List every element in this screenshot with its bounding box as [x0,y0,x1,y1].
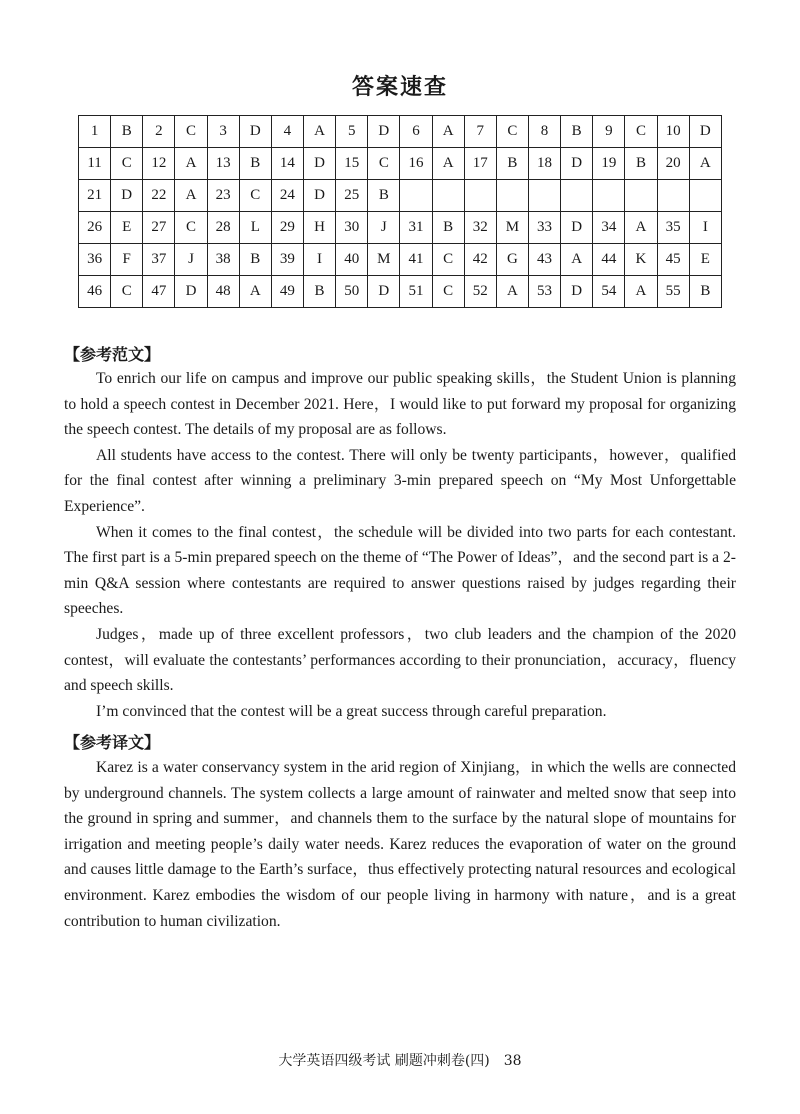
answer-letter: A [175,180,207,212]
question-number: 52 [464,276,496,308]
answer-letter: B [239,148,271,180]
question-number: 32 [464,212,496,244]
answer-letter: D [175,276,207,308]
answer-letter: D [561,212,593,244]
question-number: 18 [528,148,560,180]
answer-letter: H [303,212,335,244]
answer-letter [625,180,657,212]
answer-letter: B [368,180,400,212]
question-number [528,180,560,212]
question-number: 11 [79,148,111,180]
translation-body [64,755,736,934]
answer-letter: D [368,116,400,148]
answer-letter: G [496,244,528,276]
question-number: 28 [207,212,239,244]
answer-letter: D [561,148,593,180]
answer-letter: C [239,180,271,212]
question-number: 50 [336,276,368,308]
answer-letter: C [432,244,464,276]
answer-row [79,148,722,180]
answer-letter: B [625,148,657,180]
question-number: 33 [528,212,560,244]
answer-letter: B [111,116,143,148]
answer-row [79,212,722,244]
question-number: 47 [143,276,175,308]
essay-body [64,366,736,724]
question-number: 13 [207,148,239,180]
answer-key-table [78,115,722,308]
question-number: 17 [464,148,496,180]
question-number: 40 [336,244,368,276]
answer-letter: A [496,276,528,308]
answer-letter: C [175,212,207,244]
answer-letter: J [368,212,400,244]
question-number: 48 [207,276,239,308]
question-number: 55 [657,276,689,308]
answer-letter: A [239,276,271,308]
answer-letter: B [496,148,528,180]
question-number: 6 [400,116,432,148]
question-number: 8 [528,116,560,148]
question-number: 37 [143,244,175,276]
answer-letter: B [432,212,464,244]
question-number: 14 [271,148,303,180]
question-number: 25 [336,180,368,212]
answer-letter: A [432,116,464,148]
question-number: 43 [528,244,560,276]
question-number: 46 [79,276,111,308]
answer-letter: C [368,148,400,180]
answer-letter: B [303,276,335,308]
answer-letter: A [303,116,335,148]
answer-letter: B [561,116,593,148]
question-number: 9 [593,116,625,148]
question-number: 24 [271,180,303,212]
answer-letter: B [239,244,271,276]
question-number: 27 [143,212,175,244]
question-number: 35 [657,212,689,244]
answer-letter: F [111,244,143,276]
question-number: 49 [271,276,303,308]
question-number [464,180,496,212]
answer-letter: D [368,276,400,308]
footer-page-number: 38 [503,1053,522,1069]
answer-letter: D [111,180,143,212]
question-number [593,180,625,212]
answer-letter: B [689,276,721,308]
answer-letter [496,180,528,212]
answer-letter: J [175,244,207,276]
question-number: 38 [207,244,239,276]
question-number: 12 [143,148,175,180]
question-number: 1 [79,116,111,148]
question-number: 44 [593,244,625,276]
question-number: 51 [400,276,432,308]
answer-letter: K [625,244,657,276]
answer-letter: C [175,116,207,148]
answer-letter: C [625,116,657,148]
answer-letter: D [561,276,593,308]
question-number: 4 [271,116,303,148]
page-title: 答案速查 [351,75,448,100]
question-number: 20 [657,148,689,180]
question-number: 53 [528,276,560,308]
page-footer [0,1050,800,1070]
answer-row [79,180,722,212]
question-number: 36 [79,244,111,276]
question-number: 16 [400,148,432,180]
answer-row [79,244,722,276]
essay-paragraph: To enrich our life on campus and improve our public speaking skills，the Student Union is planning to hold a speech contest in December 2021. Here，I would like to put forward my proposal for organizing the speech contest. The details of my proposal are as follows. [64,370,736,439]
question-number [657,180,689,212]
question-number: 7 [464,116,496,148]
answer-letter [561,180,593,212]
answer-letter: M [368,244,400,276]
answer-letter: C [111,148,143,180]
answer-letter: I [303,244,335,276]
answer-letter: A [175,148,207,180]
answer-letter: L [239,212,271,244]
question-number: 23 [207,180,239,212]
essay-paragraph: Judges，made up of three excellent professors，two club leaders and the champion of the 2020 contest，will evaluate the contestants’ performances according to their pronunciation，accuracy，fluency and speech skills. [64,625,736,695]
question-number: 41 [400,244,432,276]
answer-letter: A [561,244,593,276]
answer-row [79,116,722,148]
question-number: 39 [271,244,303,276]
question-number: 30 [336,212,368,244]
answer-letter: A [625,212,657,244]
answer-letter: A [432,148,464,180]
question-number: 45 [657,244,689,276]
answer-letter: C [111,276,143,308]
answer-row [79,276,722,308]
answer-letter: D [689,116,721,148]
translation-paragraph: Karez is a water conservancy system in the arid region of Xinjiang，in which the wells are connected by underground channels. The system collects a large amount of rainwater and melted snow that seep into the ground in spring and summer，and channels them to the surface by the natural slope of mountains for irrigation and meeting people’s daily water needs. Karez reduces the evaporation of water on the ground and causes little damage to the Earth’s surface，thus effectively protecting natural resources and ecological environment. Karez embodies the wisdom of our people living in harmony with nature，and is a great contribution to human civilization. [64,759,736,930]
question-number [400,180,432,212]
question-number: 5 [336,116,368,148]
answer-letter: C [496,116,528,148]
question-number: 2 [143,116,175,148]
question-number: 26 [79,212,111,244]
question-number: 3 [207,116,239,148]
answer-letter: E [689,244,721,276]
question-number: 10 [657,116,689,148]
answer-letter: D [303,180,335,212]
answer-letter: M [496,212,528,244]
essay-heading: 【参考范文】 [64,345,161,364]
answer-letter: D [303,148,335,180]
question-number: 42 [464,244,496,276]
footer-book-title: 大学英语四级考试 刷题冲刺卷(四) [278,1053,490,1069]
answer-letter: D [239,116,271,148]
answer-letter: C [432,276,464,308]
answer-letter [689,180,721,212]
answer-letter: E [111,212,143,244]
question-number: 34 [593,212,625,244]
answer-letter: A [689,148,721,180]
question-number: 29 [271,212,303,244]
essay-paragraph: When it comes to the final contest，the schedule will be divided into two parts for each contestant. The first part is a 5-min prepared speech on the theme of “The Power of Ideas”，and the second part is a 2-min Q&A session where contestants are required to answer questions raised by judges regarding their speeches. [64,523,736,618]
question-number: 19 [593,148,625,180]
question-number: 21 [79,180,111,212]
question-number: 22 [143,180,175,212]
translation-heading: 【参考译文】 [64,733,161,752]
essay-paragraph: I’m convinced that the contest will be a great success through careful preparation. [96,702,607,720]
essay-paragraph: All students have access to the contest. There will only be twenty participants，however，qualified for the final contest after winning a preliminary 3-min prepared speech on “My Most Unforgettable Experience”. [64,446,736,515]
question-number: 31 [400,212,432,244]
answer-letter: A [625,276,657,308]
answer-letter: I [689,212,721,244]
question-number: 54 [593,276,625,308]
question-number: 15 [336,148,368,180]
answer-letter [432,180,464,212]
